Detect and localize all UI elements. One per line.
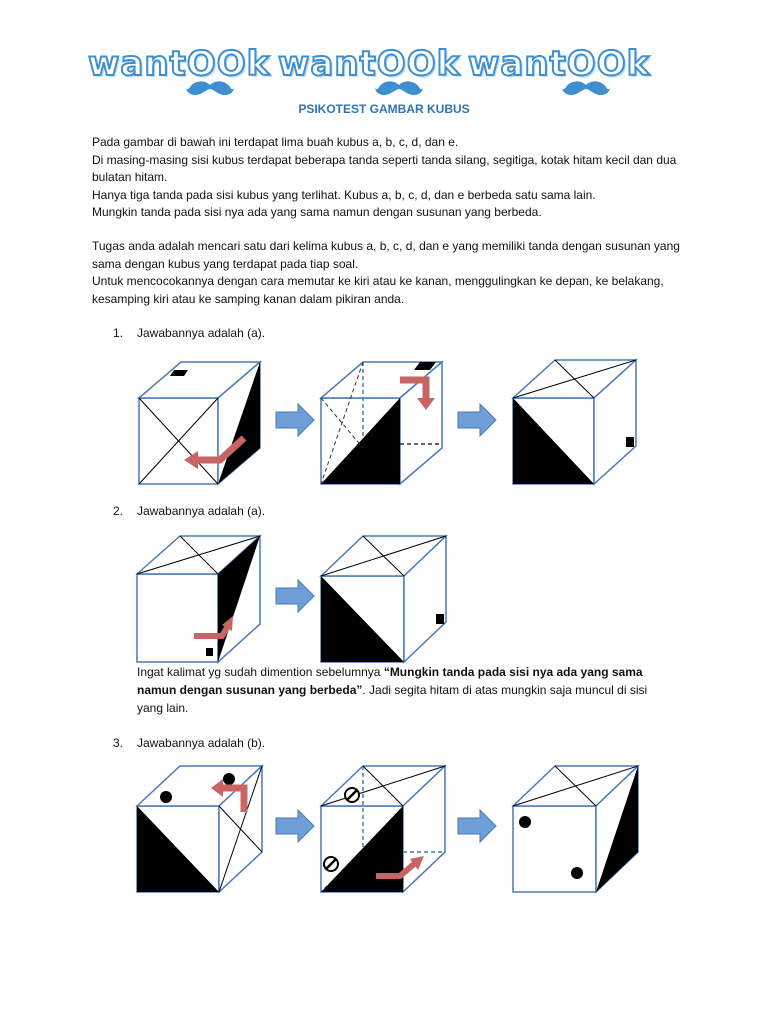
question-number: 3. [113, 736, 124, 750]
question-answer: Jawabannya adalah (a). [137, 504, 266, 518]
question-number: 2. [113, 504, 124, 518]
black-dot [571, 867, 583, 879]
dotted-circle-icon [324, 857, 338, 871]
intro-line: Mungkin tanda pada sisi nya ada yang sama namun dengan susunan yang berbeda. [92, 205, 542, 219]
black-square [206, 648, 213, 656]
page-title: PSIKOTEST GAMBAR KUBUS [298, 102, 470, 116]
logo-word-1: wantOOk [88, 44, 271, 84]
reminder-note [137, 663, 667, 717]
black-square [436, 614, 444, 624]
question-2-label [113, 504, 265, 518]
question-3-label [113, 736, 265, 750]
task-line: Tugas anda adalah mencari satu dari kelima kubus a, b, c, d, dan e yang memiliki tanda dengan susunan yang sama dengan kubus yang terdapat pada tiap soal. [92, 239, 680, 271]
blue-arrow-icon [458, 810, 496, 842]
note-text: . Jadi segita hitam di atas mungkin saja muncul di sisi yang lain. [137, 683, 648, 715]
wantook-logo [88, 44, 658, 104]
intro-line: Pada gambar di bawah ini terdapat lima buah kubus a, b, c, d, dan e. [92, 135, 459, 149]
mustache-icon [562, 79, 610, 99]
question-answer: Jawabannya adalah (b). [137, 736, 266, 750]
logo-word-3: wantOOk [468, 44, 651, 84]
question-3-figure [0, 760, 768, 900]
note-quote: “Mungkin tanda pada sisi nya ada yang sama namun dengan susunan yang berbeda” [137, 665, 643, 697]
logo-word-2: wantOOk [278, 44, 461, 84]
intro-line: Hanya tiga tanda pada sisi kubus yang terlihat. Kubus a, b, c, d, dan e berbeda satu sama lain. [92, 187, 596, 202]
black-dot [519, 816, 531, 828]
blue-arrow-icon [458, 404, 496, 436]
question-1-label [113, 326, 265, 340]
mustache-icon [375, 79, 423, 99]
question-number: 1. [113, 326, 124, 340]
blue-arrow-icon [276, 404, 314, 436]
blue-arrow-icon [276, 810, 314, 842]
question-2-figure [0, 530, 768, 660]
black-square [626, 437, 634, 447]
task-line: Untuk mencocokannya dengan cara memutar ke kiri atau ke kanan, menggulingkan ke depan, ke belakang, kesamping kiri atau ke samping kanan dalam pikiran anda. [92, 274, 664, 306]
note-text: Ingat kalimat yg sudah dimention sebelumnya [137, 665, 384, 679]
mustache-icon [186, 79, 234, 99]
blue-arrow-icon [276, 580, 314, 612]
intro-line: Di masing-masing sisi kubus terdapat beberapa tanda seperti tanda silang, segitiga, kotak hitam kecil dan dua bulatan hitam. [92, 152, 677, 184]
black-dot [160, 791, 172, 803]
intro-paragraph [92, 134, 682, 222]
dotted-circle-icon [345, 788, 359, 802]
black-dot [223, 773, 235, 785]
task-paragraph [92, 238, 682, 308]
question-answer: Jawabannya adalah (a). [137, 326, 266, 340]
question-1-figure [0, 350, 768, 500]
